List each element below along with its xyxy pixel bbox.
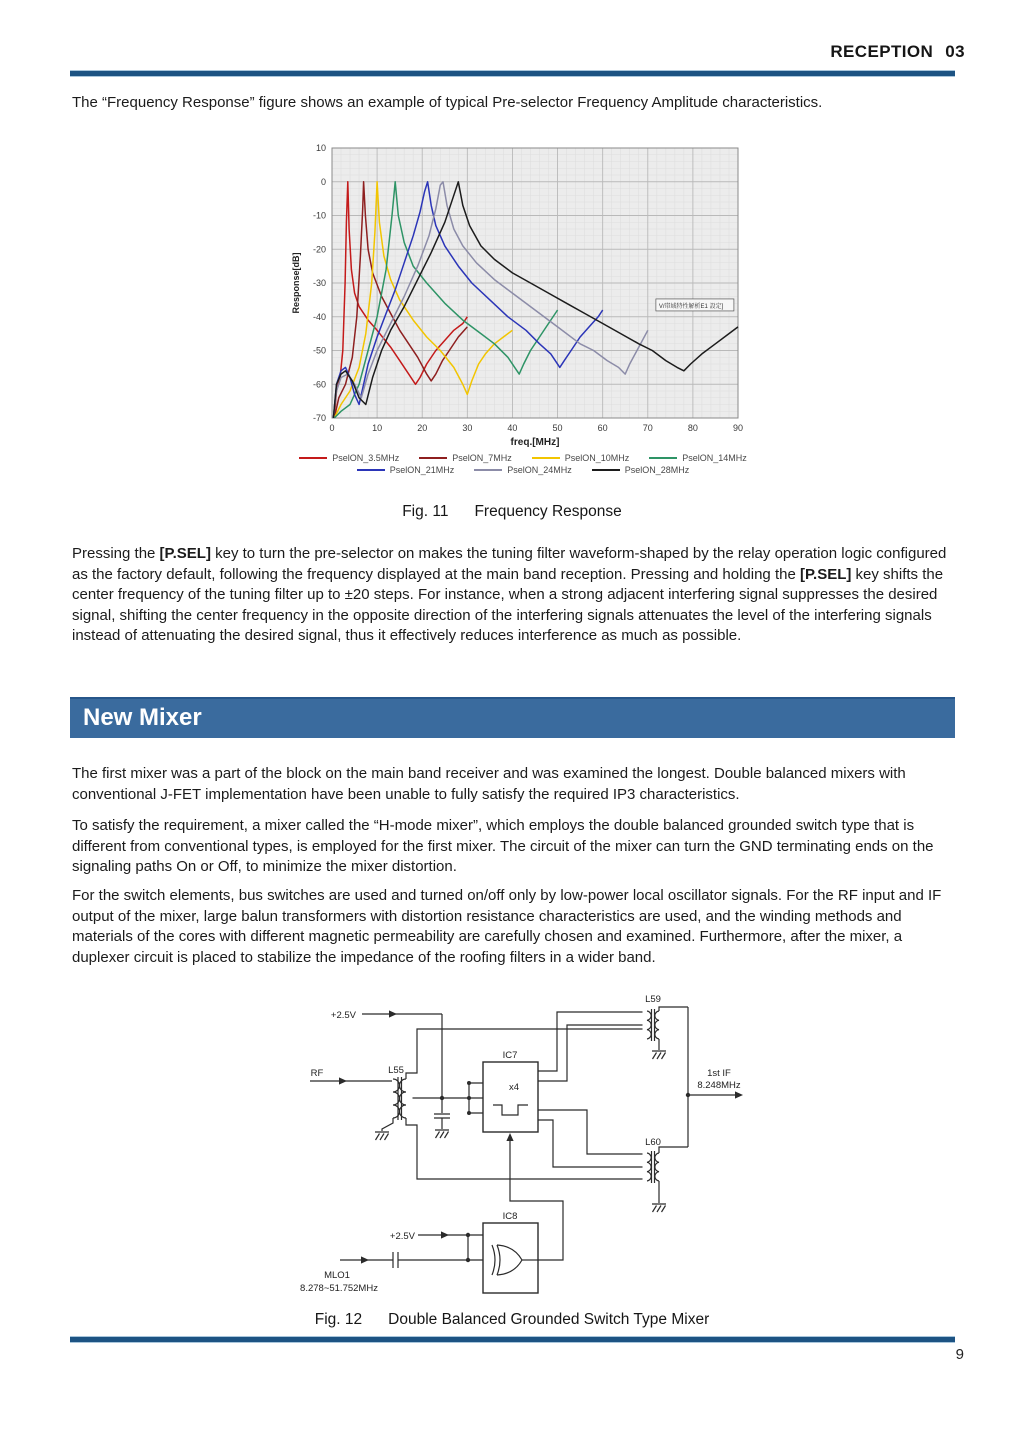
legend-item — [592, 465, 690, 475]
legend-label: PselON_10MHz — [564, 453, 630, 463]
l59-label: L59 — [645, 994, 661, 1005]
fig11-caption — [0, 503, 1024, 521]
ic8-label: IC8 — [502, 1211, 518, 1222]
ic7-block — [483, 1062, 538, 1132]
transformer-l60 — [647, 1151, 659, 1183]
text-segment: key shifts the center frequency of the tuning filter up to ±20 steps. For instance, when a strong adjacent interfering signal suppresses the desired signal, shifting the center frequency in the opposite direction of the interfering signals attenuates the level of the interfering signals instead of attenuating the desired signal, thus it effectively reduces interference as much as possible. — [72, 565, 944, 645]
mixer-circuit-diagram — [290, 983, 750, 1313]
y-tick-label: -10 — [312, 210, 326, 221]
legend-swatch — [532, 457, 560, 459]
x-tick-label: 20 — [417, 423, 428, 433]
psel-key-label: [P.SEL] — [159, 545, 211, 562]
y-tick-label: -30 — [312, 278, 326, 288]
y-tick-label: -40 — [312, 311, 326, 322]
text-segment: Pressing the — [72, 545, 160, 562]
mixer-paragraph-2: To satisfy the requirement, a mixer called the “H-mode mixer”, which employs the double balanced grounded switch type that is different from conventional types, is employed for the first mixer. The circuit of the mixer can turn the GND terminating ends on the signaling paths On or Off, to minimize the mixer distortion. — [72, 817, 934, 876]
x-tick-label: 10 — [372, 423, 383, 433]
legend-label: PselON_28MHz — [624, 465, 690, 475]
y-tick-label: 10 — [315, 143, 326, 153]
arrowheads — [339, 1010, 743, 1263]
fig12-caption-title: Double Balanced Grounded Switch Type Mixer — [388, 1311, 710, 1328]
legend-row — [299, 453, 747, 463]
page-number: 9 — [955, 1346, 964, 1363]
first-if-label: 1st IF — [707, 1068, 731, 1079]
x-tick-label: 0 — [329, 423, 335, 433]
mlo1-label: MLO1 — [324, 1270, 350, 1281]
y-tick-label: -60 — [312, 379, 326, 390]
v25-bottom-label: +2.5V — [389, 1231, 415, 1242]
x-tick-label: 30 — [462, 423, 473, 433]
section-banner — [70, 697, 955, 738]
x-tick-label: 60 — [597, 423, 608, 433]
legend-item — [474, 465, 572, 475]
rf-label: RF — [310, 1068, 324, 1079]
legend-item — [649, 453, 747, 463]
text-segment: key to turn the pre-selector on makes the tuning filter waveform-shaped by the relay operation logic configured as the factory default, following the frequency displayed at the main band reception. Pressing and holding the — [72, 545, 947, 583]
legend-swatch — [474, 469, 502, 471]
fig12-caption-label: Fig. 12 — [314, 1311, 363, 1328]
section-title: New Mixer — [83, 704, 202, 731]
mlo1-freq-label: 8.278~51.752MHz — [300, 1283, 378, 1294]
ic7-x4-label: x4 — [508, 1082, 520, 1093]
x-tick-label: 70 — [642, 423, 653, 433]
legend-item — [532, 453, 630, 463]
transformer-l59 — [647, 1009, 659, 1041]
legend-item — [419, 453, 512, 463]
legend-swatch — [419, 457, 447, 459]
frequency-response-chart — [288, 140, 758, 450]
y-tick-label: 0 — [320, 176, 326, 187]
first-if-freq-label: 8.248MHz — [697, 1080, 741, 1091]
x-axis-title: freq.[MHz] — [510, 437, 560, 448]
legend-item — [357, 465, 455, 475]
mixer-paragraph-3: For the switch elements, bus switches are used and turned on/off only by low-power local oscillator signals. For the RF input and IF output of the mixer, large balun transformers with distortion resistance characteristics are used, and the winding methods and materials of the cores with different magnetic permeability are carefully chosen and examined. Furthermore, after the mixer, a duplexer circuit is placed to stabilize the impedance of the roofing filters in a wider band. — [72, 887, 942, 966]
mixer-paragraph-1: The first mixer was a part of the block on the main band receiver and was examined the longest. Double balanced mixers with conventional J-FET implementation have been unable to fully satisfy the required IP3 characteristics. — [72, 765, 906, 803]
y-axis-title: Response[dB] — [291, 252, 301, 314]
fig11-caption-label: Fig. 11 — [402, 503, 449, 520]
l55-label: L55 — [388, 1065, 404, 1076]
x-tick-label: 40 — [507, 423, 518, 433]
legend-label: PselON_21MHz — [389, 465, 455, 475]
legend-label: PselON_3.5MHz — [332, 453, 400, 463]
v25-top-label: +2.5V — [330, 1010, 356, 1021]
transformer-l55 — [393, 1077, 406, 1120]
page-header-title: RECEPTION 03 — [830, 42, 965, 61]
x-tick-label: 90 — [732, 423, 744, 433]
psel-paragraph — [72, 544, 955, 647]
annotation-text: V/帯域特性解析E1 設定] — [658, 303, 724, 310]
chart-legend — [288, 453, 758, 475]
l60-label: L60 — [645, 1137, 661, 1148]
y-tick-label: -50 — [312, 345, 326, 356]
ic7-label: IC7 — [502, 1050, 518, 1061]
legend-swatch — [649, 457, 677, 459]
legend-label: PselON_7MHz — [452, 453, 512, 463]
legend-row — [357, 465, 690, 475]
intro-paragraph: The “Frequency Response” figure shows an example of typical Pre-selector Frequency Amplitude characteristics. — [72, 94, 823, 111]
legend-swatch — [299, 457, 327, 459]
legend-swatch — [357, 469, 385, 471]
psel-key-label: [P.SEL] — [799, 565, 852, 583]
x-tick-label: 80 — [687, 423, 698, 433]
footer-rule — [70, 1336, 955, 1343]
legend-label: PselON_14MHz — [682, 453, 747, 463]
y-tick-label: -70 — [312, 413, 326, 423]
header-rule — [70, 70, 955, 77]
y-tick-label: -20 — [312, 244, 326, 255]
x-tick-label: 50 — [552, 423, 563, 433]
legend-swatch — [592, 469, 620, 471]
ic8-block — [483, 1223, 538, 1293]
fig12-caption — [0, 1311, 1024, 1329]
legend-item — [299, 453, 399, 463]
legend-label: PselON_24MHz — [507, 465, 572, 475]
fig11-caption-title: Frequency Response — [474, 503, 622, 520]
